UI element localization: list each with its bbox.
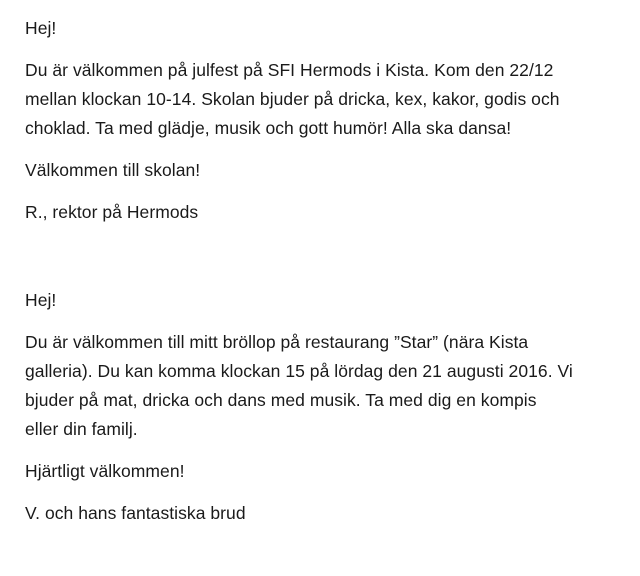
letter-body — [25, 328, 615, 444]
letter-body-line: eller din familj. — [25, 419, 138, 439]
letter-body-line: Du är välkommen på julfest på SFI Hermods i Kista. Kom den 22/12 — [25, 60, 554, 80]
letter-body-line: Du är välkommen till mitt bröllop på restaurang ”Star” (nära Kista — [25, 332, 529, 352]
letter-greeting: Hej! — [25, 18, 57, 38]
letter-body-line: choklad. Ta med glädje, musik och gott humör! Alla ska dansa! — [25, 118, 512, 138]
invitation-letter-christmas-party — [25, 14, 625, 240]
letter-closing: Hjärtligt välkommen! — [25, 461, 185, 481]
letter-closing: Välkommen till skolan! — [25, 160, 201, 180]
letter-signature: V. och hans fantastiska brud — [25, 503, 246, 523]
invitation-letter-wedding — [25, 286, 625, 541]
letter-body — [25, 56, 615, 143]
letter-body-line: mellan klockan 10-14. Skolan bjuder på dricka, kex, kakor, godis och — [25, 89, 560, 109]
letter-greeting: Hej! — [25, 290, 57, 310]
letter-signature: R., rektor på Hermods — [25, 202, 199, 222]
letter-body-line: bjuder på mat, dricka och dans med musik. Ta med dig en kompis — [25, 390, 537, 410]
letter-body-line: galleria). Du kan komma klockan 15 på lördag den 21 augusti 2016. Vi — [25, 361, 573, 381]
